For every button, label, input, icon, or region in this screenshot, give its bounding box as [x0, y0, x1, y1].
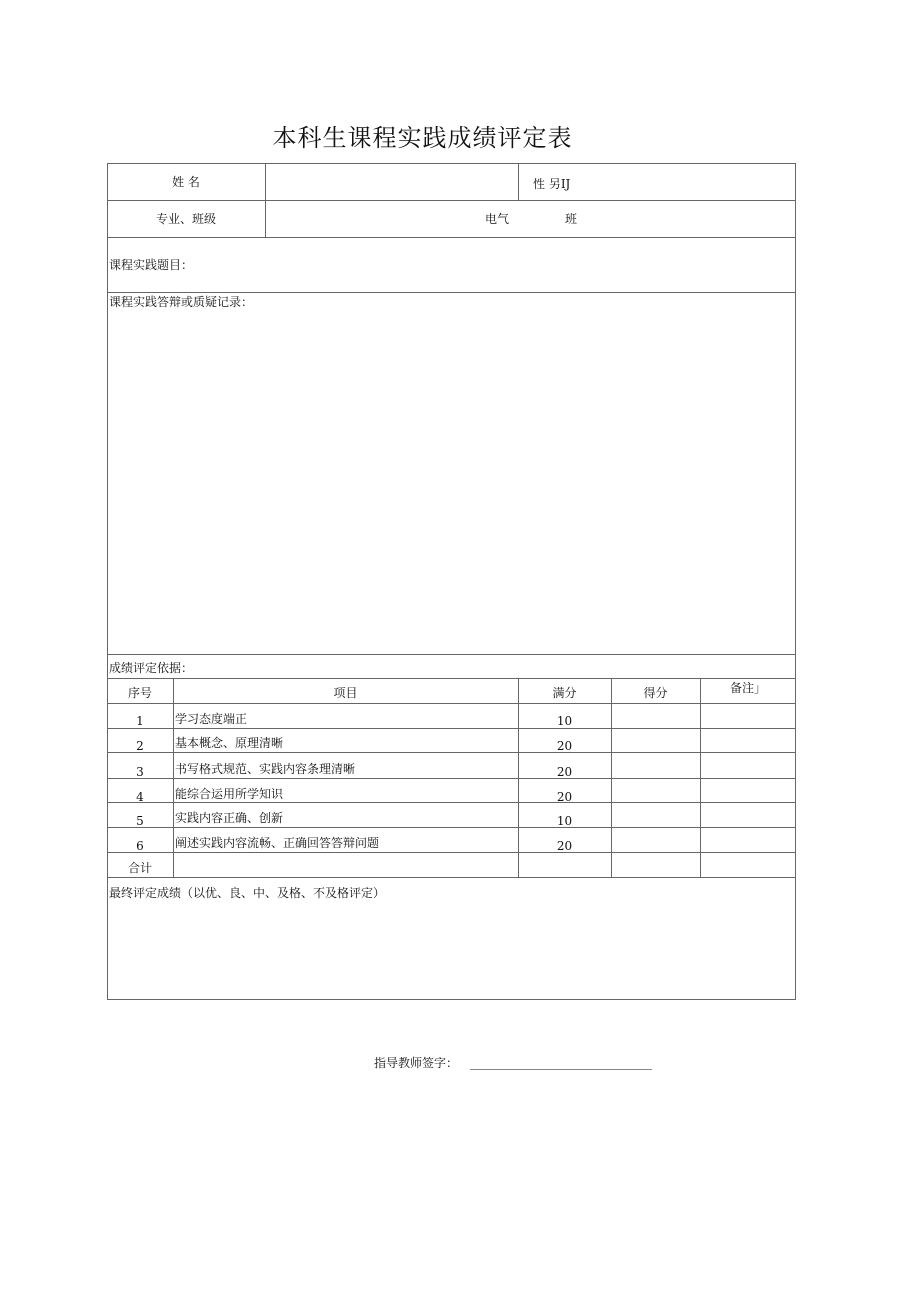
row-full-score: 10	[556, 714, 573, 728]
page-title: 本科生课程实践成绩评定表	[272, 124, 573, 152]
grading-basis-label: 成绩评定依据：	[109, 661, 194, 675]
row-full-score: 10	[556, 814, 573, 828]
class-suffix: 班	[565, 212, 578, 226]
divider	[107, 678, 796, 679]
row-seq: 6	[136, 839, 144, 853]
row-item: 基本概念、原理清晰	[175, 736, 284, 750]
header-remarks: 备注」	[729, 681, 766, 695]
signature-label: 指导教师签字：	[374, 1056, 459, 1070]
row-item: 实践内容正确、创新	[175, 811, 284, 825]
row-item: 能综合运用所学知识	[175, 787, 284, 801]
divider	[173, 678, 174, 877]
final-grade-area[interactable]	[108, 903, 795, 999]
row-seq: 1	[136, 714, 144, 728]
row-seq: 4	[136, 790, 144, 804]
header-score: 得分	[643, 686, 668, 700]
row-item: 阐述实践内容流畅、正确回答答辩问题	[175, 836, 380, 850]
name-field[interactable]	[266, 164, 517, 200]
row-seq: 5	[136, 814, 144, 828]
divider	[107, 703, 796, 704]
divider	[107, 778, 796, 779]
header-item: 项目	[333, 686, 358, 700]
divider	[107, 827, 796, 828]
divider	[518, 163, 519, 200]
gender-label: 性 另IJ	[533, 177, 571, 191]
divider	[107, 200, 796, 201]
header-full-score: 满分	[552, 686, 577, 700]
gender-field[interactable]	[600, 164, 795, 200]
divider	[107, 292, 796, 293]
defense-record-area[interactable]	[108, 312, 795, 653]
row-seq: 2	[136, 739, 144, 753]
row-full-score: 20	[556, 790, 573, 804]
row-full-score: 20	[556, 739, 573, 753]
divider	[107, 728, 796, 729]
row-full-score: 20	[556, 765, 573, 779]
major-value: 电气	[485, 212, 510, 226]
topic-label: 课程实践题目：	[109, 258, 194, 272]
row-seq: 3	[136, 765, 144, 779]
divider	[700, 678, 701, 877]
major-class-label: 专业、班级	[155, 212, 216, 226]
divider	[107, 802, 796, 803]
row-item: 学习态度端正	[175, 712, 248, 726]
row-item: 书写格式规范、实践内容条理清晰	[175, 762, 356, 776]
name-label: 姓 名	[172, 175, 200, 189]
signature-line[interactable]	[470, 1069, 652, 1070]
defense-record-label: 课程实践答辩或质疑记录：	[109, 295, 254, 309]
divider	[107, 237, 796, 238]
final-grade-label: 最终评定成绩（以优、良、中、及格、不及格评定）	[109, 886, 386, 900]
header-seq: 序号	[127, 686, 152, 700]
divider	[107, 752, 796, 753]
divider	[107, 852, 796, 853]
total-label: 合计	[127, 861, 152, 875]
row-full-score: 20	[556, 839, 573, 853]
divider	[107, 654, 796, 655]
divider	[107, 877, 796, 878]
divider	[611, 678, 612, 877]
